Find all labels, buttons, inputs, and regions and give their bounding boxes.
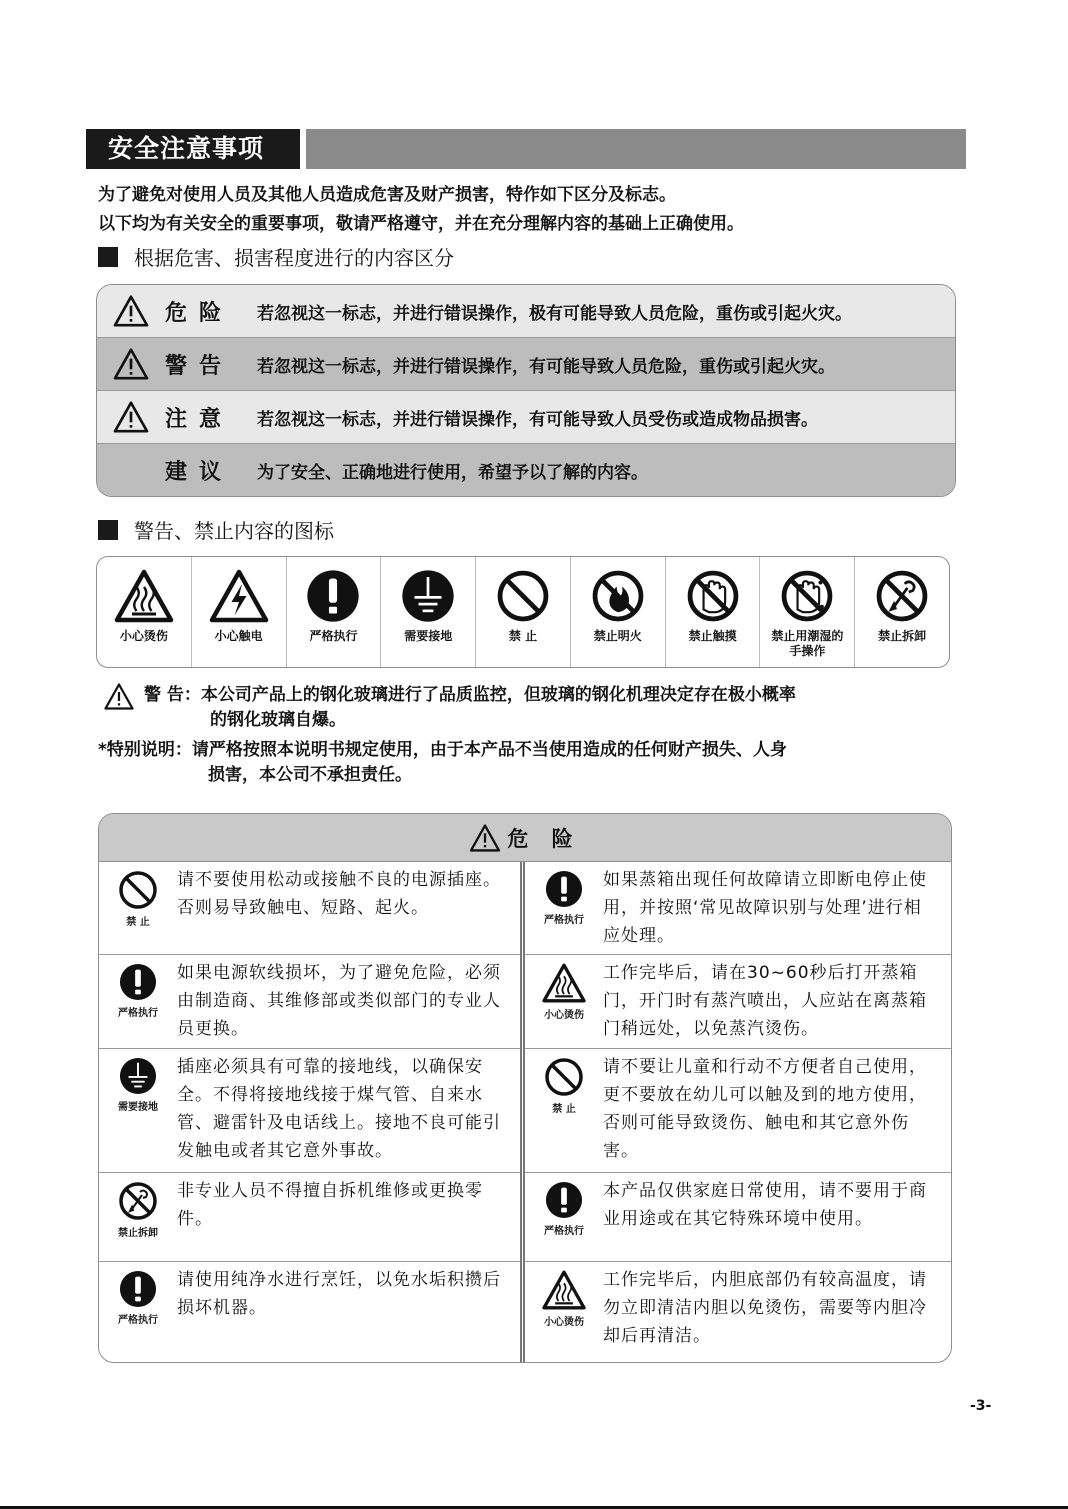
- icon-legend-item: [571, 557, 666, 667]
- icon-label: 禁止触摸: [688, 629, 737, 643]
- page-title: 安全注意事项: [86, 129, 300, 169]
- prohibited-icon: [544, 1057, 584, 1097]
- hot-surface-icon: [541, 963, 587, 1003]
- warning-triangle-icon: [113, 401, 149, 433]
- danger-item-text: 插座必须具有可靠的接地线，以确保安全。不得将接地线接于煤气管、自来水管、避雷针及电话线上。接地不良可能引发触电或者其它意外事故。: [177, 1057, 501, 1161]
- icon-legend-item: [287, 557, 382, 667]
- electric-shock-icon: [208, 569, 270, 623]
- icon-label: 禁止用潮湿的手操作: [771, 629, 844, 658]
- icon-caption: 需要接地: [118, 1102, 158, 1113]
- icon-caption: 禁 止: [126, 917, 150, 928]
- icon-caption: 小心烫伤: [544, 1010, 584, 1021]
- warning-triangle-icon: [104, 683, 134, 710]
- icon-legend-strip: [96, 556, 950, 668]
- level-desc: 若忽视这一标志，并进行错误操作，有可能导致人员危险，重伤或引起火灾。: [257, 356, 835, 377]
- danger-item: [99, 862, 520, 955]
- danger-column-right: [525, 862, 951, 1362]
- danger-item: [525, 862, 951, 955]
- square-bullet-icon: [98, 520, 118, 540]
- icon-legend-item: [855, 557, 949, 667]
- no-disassembly-icon: [875, 569, 929, 623]
- icon-label: 严格执行: [309, 629, 358, 643]
- icon-label: 需要接地: [404, 629, 453, 643]
- icon-legend-item: [760, 557, 855, 667]
- level-row-danger: [97, 285, 955, 338]
- icon-legend-item: [381, 557, 476, 667]
- level-label: 注意: [165, 406, 234, 432]
- icon-label: 禁止明火: [593, 629, 642, 643]
- icon-caption: 禁 止: [552, 1104, 576, 1115]
- danger-table: [98, 813, 952, 1363]
- danger-item-text: 请不要让儿童和行动不方便者自己使用，更不要放在幼儿可以触及到的地方使用，否则可能导致烫伤、触电和其它意外伤害。: [603, 1057, 927, 1161]
- special-note: [98, 738, 787, 788]
- danger-item-text: 工作完毕后，请在30~60秒后打开蒸箱门，开门时有蒸汽喷出，人应站在离蒸箱门稍远处，以免蒸汽烫伤。: [603, 963, 927, 1039]
- danger-item: [525, 1173, 951, 1262]
- warning-triangle-icon: [469, 824, 501, 852]
- level-label: 警告: [165, 353, 234, 379]
- danger-item-text: 请不要使用松动或接触不良的电源插座。否则易导致触电、短路、起火。: [177, 870, 501, 918]
- danger-title: 危 险: [507, 826, 581, 851]
- page-number: -3-: [970, 1398, 992, 1414]
- mandatory-exclamation-icon: [306, 569, 360, 623]
- icon-label: 小心烫伤: [119, 629, 168, 643]
- danger-item: [99, 1049, 520, 1173]
- danger-item-text: 请使用纯净水进行烹饪，以免水垢积攒后损坏机器。: [177, 1270, 501, 1318]
- icon-caption: 严格执行: [118, 1008, 158, 1019]
- ground-icon: [119, 1057, 157, 1095]
- icon-caption: 小心烫伤: [544, 1317, 584, 1328]
- section-title: 警告、禁止内容的图标: [134, 519, 334, 543]
- danger-item-text: 工作完毕后，内胆底部仍有较高温度，请勿立即清洁内胆以免烫伤，需要等内胆冷却后再清洁。: [603, 1270, 927, 1346]
- danger-item: [525, 1262, 951, 1362]
- level-desc: 若忽视这一标志，并进行错误操作，有可能导致人员受伤或造成物品损害。: [257, 409, 818, 430]
- icon-caption: 严格执行: [544, 1226, 584, 1237]
- mandatory-exclamation-icon: [119, 963, 157, 1001]
- special-note-line1: 请严格按照本说明书规定使用，由于本产品不当使用造成的任何财产损失、人身: [191, 740, 787, 760]
- icon-legend-item: [666, 557, 761, 667]
- danger-item: [99, 1262, 520, 1362]
- special-note-line2: 损害，本公司不承担责任。: [208, 765, 412, 785]
- ground-icon: [401, 569, 455, 623]
- danger-item: [99, 1173, 520, 1262]
- danger-table-header: [99, 814, 951, 862]
- warning-triangle-icon: [113, 295, 149, 327]
- section-heading-icons: [98, 515, 334, 544]
- square-bullet-icon: [98, 247, 118, 267]
- prohibited-icon: [496, 569, 550, 623]
- level-row-advice: [97, 444, 955, 497]
- no-disassembly-icon: [118, 1181, 158, 1221]
- no-touch-icon: [686, 569, 740, 623]
- level-row-warning: [97, 338, 955, 391]
- intro-line-2: 以下均为有关安全的重要事项，敬请严格遵守，并在充分理解内容的基础上正确使用。: [98, 214, 744, 234]
- danger-item: [525, 955, 951, 1049]
- danger-column-left: [99, 862, 525, 1362]
- hazard-level-table: [96, 284, 956, 497]
- level-label: 建议: [165, 460, 234, 485]
- level-row-caution: [97, 391, 955, 444]
- section-heading-levels: [98, 242, 454, 271]
- intro-line-1: 为了避免对使用人员及其他人员造成危害及财产损害，特作如下区分及标志。: [98, 185, 676, 205]
- section-title: 根据危害、损害程度进行的内容区分: [134, 246, 454, 270]
- icon-label: 小心触电: [214, 629, 263, 643]
- danger-item-text: 本产品仅供家庭日常使用，请不要用于商业用途或在其它特殊环境中使用。: [603, 1181, 927, 1229]
- danger-item-text: 如果蒸箱出现任何故障请立即断电停止使用，并按照‘常见故障识别与处理’进行相应处理。: [603, 870, 927, 946]
- title-bar-decoration: [306, 129, 966, 169]
- warning-triangle-icon: [113, 348, 149, 380]
- no-wet-hands-icon: [780, 569, 834, 623]
- warning-note-line2: 的钢化玻璃自爆。: [210, 710, 346, 730]
- danger-item: [525, 1049, 951, 1173]
- icon-legend-item: [97, 557, 192, 667]
- prohibited-icon: [118, 870, 158, 910]
- danger-item-text: 如果电源软线损坏，为了避免危险，必须由制造商、其维修部或类似部门的专业人员更换。: [177, 963, 501, 1039]
- warning-note-label: 警 告：: [144, 685, 201, 705]
- special-note-label: *特别说明：: [98, 740, 192, 760]
- icon-caption: 严格执行: [118, 1315, 158, 1326]
- icon-caption: 严格执行: [544, 915, 584, 926]
- warning-note-line1: 本公司产品上的钢化玻璃进行了品质监控，但玻璃的钢化机理决定存在极小概率: [200, 685, 796, 705]
- icon-label: 禁止拆卸: [878, 629, 927, 643]
- icon-legend-item: [192, 557, 287, 667]
- danger-item: [99, 955, 520, 1049]
- level-desc: 为了安全、正确地进行使用，希望予以了解的内容。: [257, 463, 648, 483]
- hot-surface-icon: [541, 1270, 587, 1310]
- icon-label: 禁 止: [508, 629, 538, 643]
- icon-caption: 禁止拆卸: [118, 1228, 158, 1239]
- icon-legend-item: [476, 557, 571, 667]
- no-fire-icon: [591, 569, 645, 623]
- mandatory-exclamation-icon: [119, 1270, 157, 1308]
- mandatory-exclamation-icon: [545, 870, 583, 908]
- level-label: 危险: [165, 300, 234, 326]
- danger-item-text: 非专业人员不得擅自拆机维修或更换零件。: [177, 1181, 483, 1229]
- level-desc: 若忽视这一标志，并进行错误操作，极有可能导致人员危险，重伤或引起火灾。: [257, 303, 852, 324]
- mandatory-exclamation-icon: [545, 1181, 583, 1219]
- hot-surface-icon: [113, 569, 175, 623]
